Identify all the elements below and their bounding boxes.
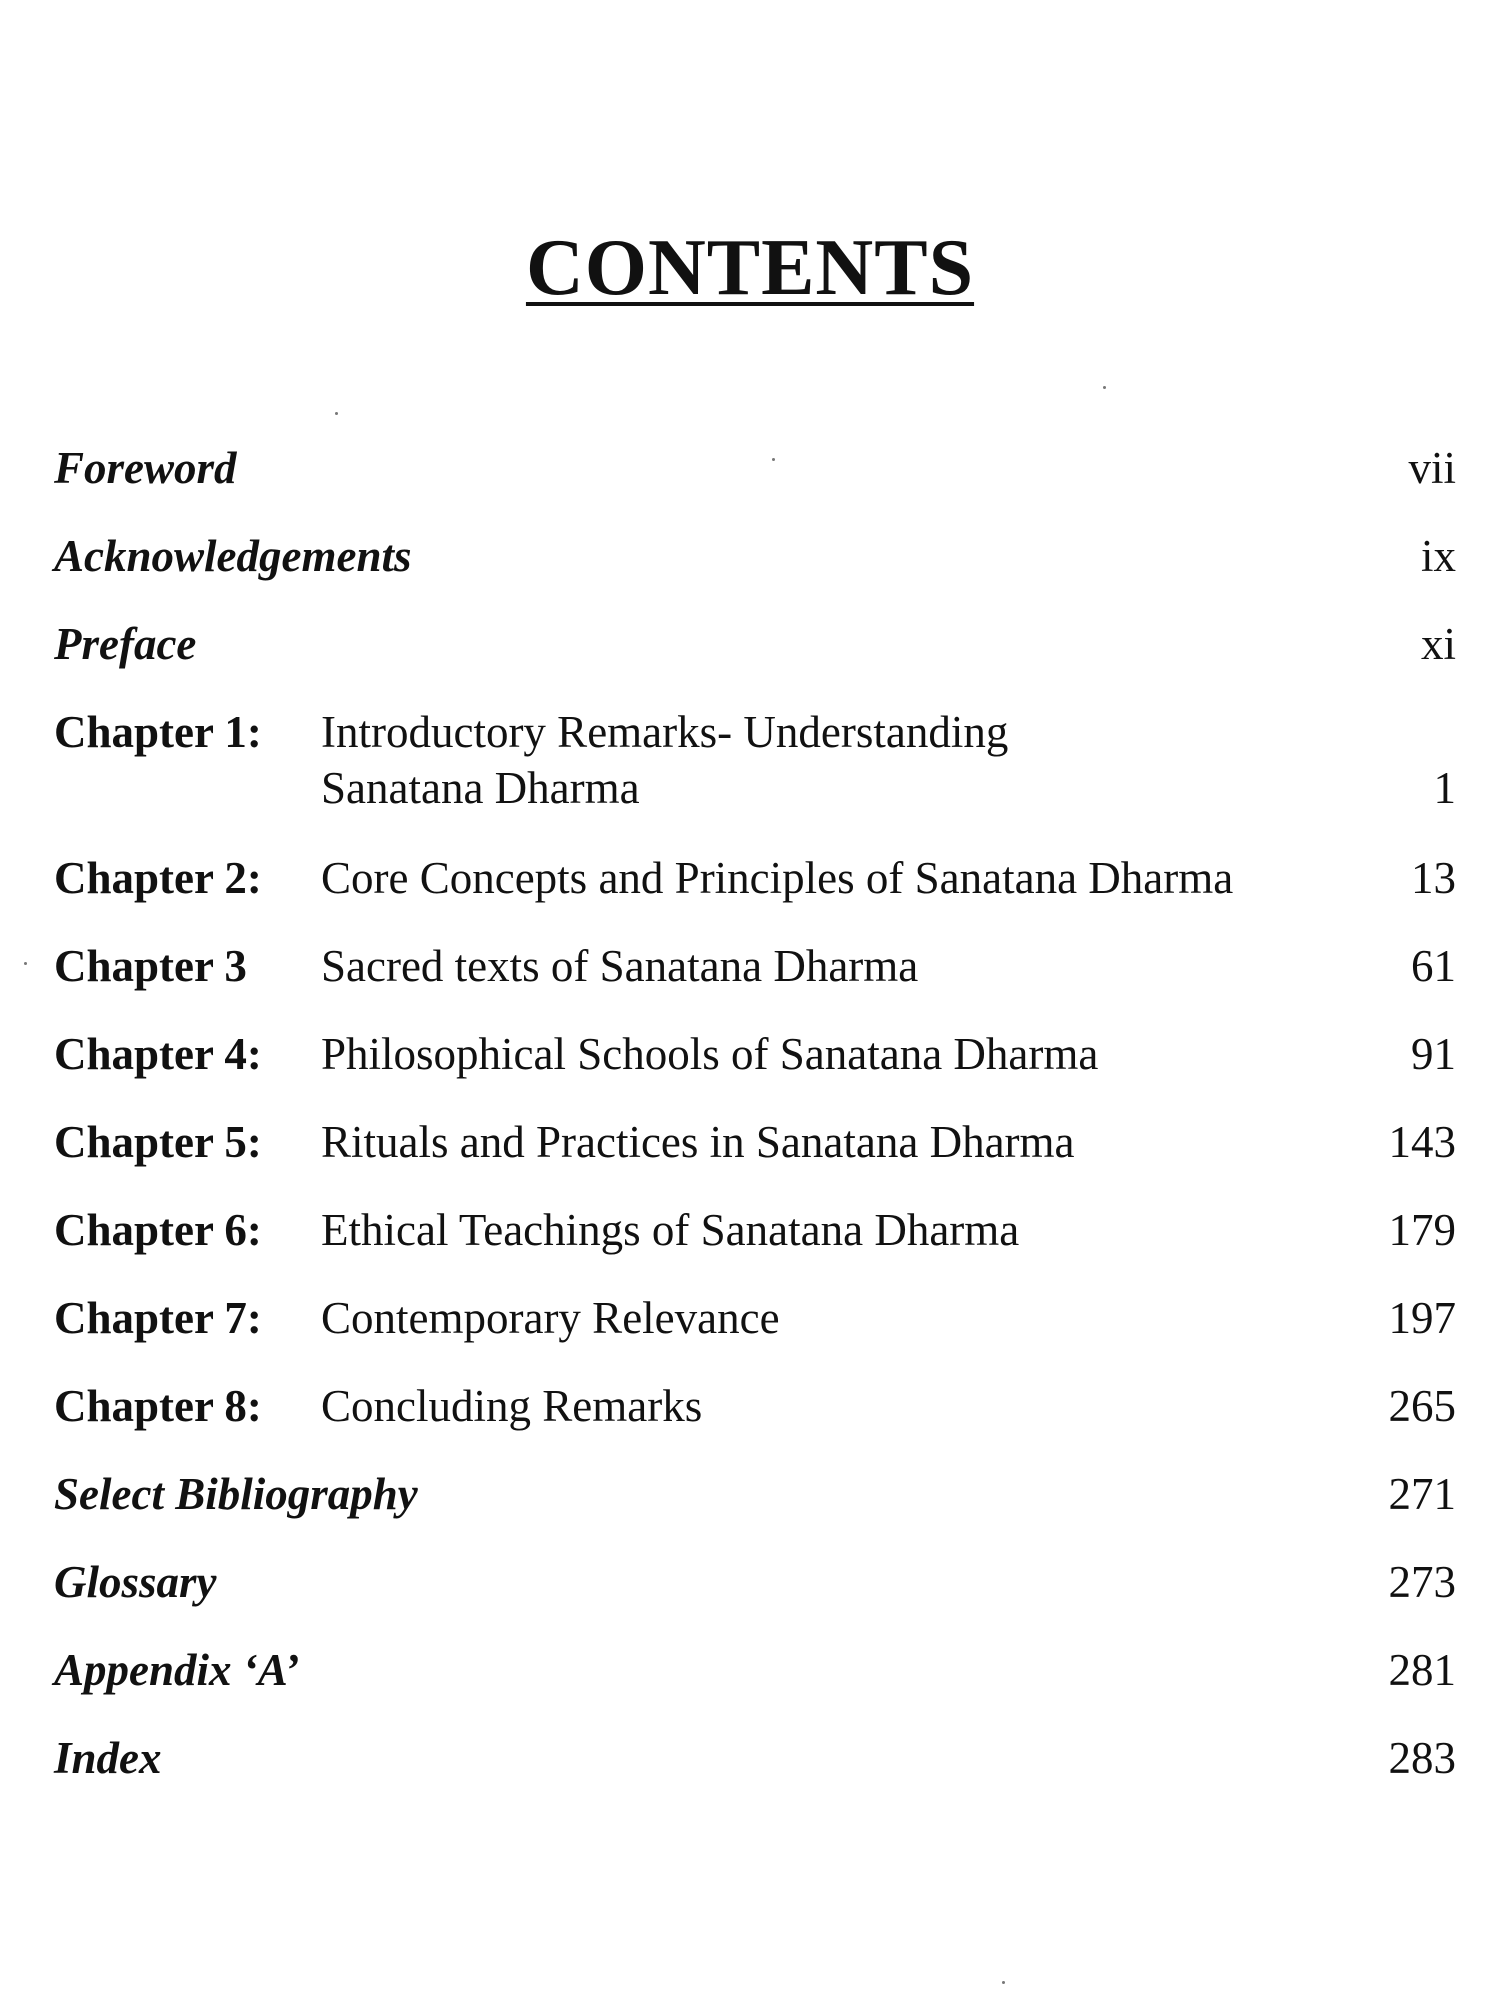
page-title: CONTENTS [525,224,975,312]
chapter-title-line: Core Concepts and Principles of Sanatana Dharma [321,853,1234,903]
chapter-title-line: Sanatana Dharma [321,763,640,813]
entry-label: Acknowledgements [54,531,412,581]
scan-speck [772,458,775,461]
table-of-contents [54,440,1456,1818]
entry-page-number: 273 [1388,1557,1456,1607]
toc-entry-chapter-3 [54,938,1456,1026]
scan-speck [1103,386,1106,389]
entry-page-number: 283 [1388,1733,1456,1783]
entry-label: Foreword [54,443,237,493]
entry-page-number: 61 [1411,941,1456,991]
entry-page-number: 143 [1388,1117,1456,1167]
toc-entry-preface [54,616,1456,704]
toc-entry-foreword [54,440,1456,528]
toc-entry-chapter-5 [54,1114,1456,1202]
entry-page-number: 13 [1411,853,1456,903]
chapter-label: Chapter 7: [54,1293,262,1343]
entry-page-number: 271 [1388,1469,1456,1519]
entry-page-number: 197 [1388,1293,1456,1343]
entry-label: Glossary [54,1557,217,1607]
chapter-title-line: Rituals and Practices in Sanatana Dharma [321,1117,1075,1167]
toc-entry-chapter-6 [54,1202,1456,1290]
chapter-label: Chapter 6: [54,1205,262,1255]
chapter-title-line: Sacred texts of Sanatana Dharma [321,941,919,991]
chapter-title [321,1114,1361,1170]
toc-entry-index [54,1730,1456,1818]
chapter-label: Chapter 5: [54,1117,262,1167]
scan-speck [24,962,27,965]
entry-label: Appendix ‘A’ [54,1645,300,1695]
chapter-title-line: Concluding Remarks [321,1381,703,1431]
entry-page-number: vii [1408,443,1456,493]
toc-entry-select-bibliography [54,1466,1456,1554]
entry-page-number: 1 [1433,763,1456,813]
chapter-title [321,1290,1361,1346]
toc-entry-chapter-4 [54,1026,1456,1114]
chapter-title [321,850,1361,906]
chapter-title-line: Ethical Teachings of Sanatana Dharma [321,1205,1020,1255]
entry-page-number: ix [1420,531,1456,581]
toc-entry-chapter-7 [54,1290,1456,1378]
chapter-title-line: Contemporary Relevance [321,1293,780,1343]
toc-entry-chapter-8 [54,1378,1456,1466]
chapter-title-line: Introductory Remarks- Understanding [321,707,1009,757]
chapter-title-line: Philosophical Schools of Sanatana Dharma [321,1029,1099,1079]
chapter-label: Chapter 4: [54,1029,262,1079]
chapter-label: Chapter 8: [54,1381,262,1431]
scan-speck [335,412,338,415]
chapter-label: Chapter 3 [54,941,247,991]
toc-entry-appendix-a [54,1642,1456,1730]
toc-entry-acknowledgements [54,528,1456,616]
chapter-title [321,1202,1361,1258]
toc-entry-glossary [54,1554,1456,1642]
entry-page-number: 281 [1388,1645,1456,1695]
entry-label: Select Bibliography [54,1469,418,1519]
chapter-title [321,704,1361,816]
entry-label: Preface [54,619,197,669]
chapter-label: Chapter 1: [54,707,262,757]
entry-page-number: 91 [1411,1029,1456,1079]
toc-entry-chapter-1 [54,704,1456,850]
chapter-title [321,1378,1361,1434]
entry-label: Index [54,1733,162,1783]
entry-page-number: xi [1420,619,1456,669]
entry-page-number: 265 [1388,1381,1456,1431]
toc-entry-chapter-2 [54,850,1456,938]
chapter-title [321,938,1361,994]
scan-speck [1002,1981,1005,1984]
entry-page-number: 179 [1388,1205,1456,1255]
chapter-title [321,1026,1361,1082]
chapter-label: Chapter 2: [54,853,262,903]
